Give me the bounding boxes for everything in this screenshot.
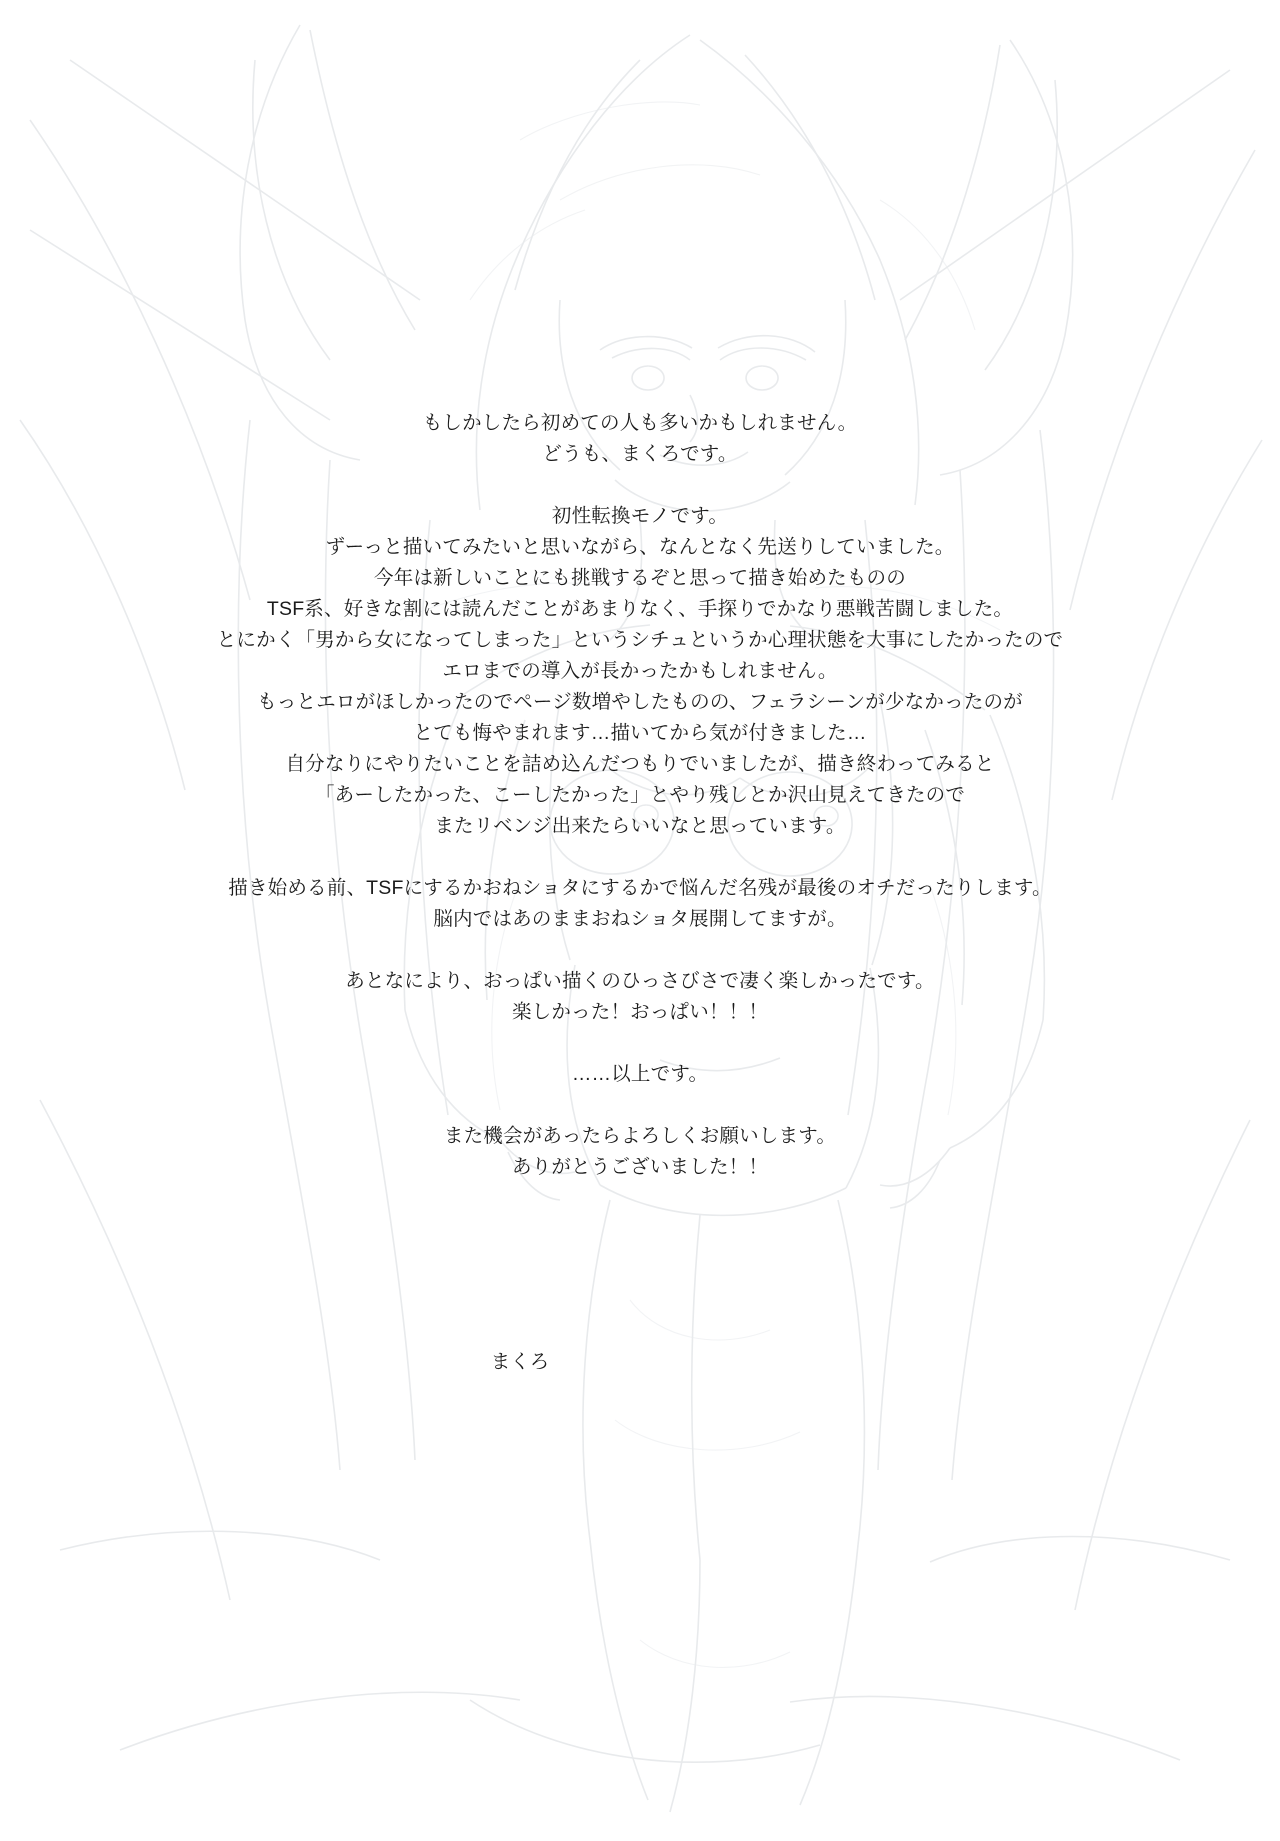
text-line: とても悔やまれます…描いてから気が付きました…: [413, 722, 867, 744]
text-line: 「あーしたかった、こーしたかった」とやり残しとか沢山見えてきたので: [314, 784, 966, 806]
text-line: もっとエロがほしかったのでページ数増やしたものの、フェラシーンが少なかったのが: [257, 691, 1023, 713]
text-line: 楽しかった！おっぱい！！！: [511, 1001, 769, 1023]
paragraph-oneshota-note: [0, 873, 1280, 935]
paragraph-main-body: [0, 501, 1280, 842]
paragraph-greeting: [0, 408, 1280, 470]
text-line: 描き始める前、TSFにするかおねショタにするかで悩んだ名残が最後のオチだったりします。: [228, 877, 1052, 899]
paragraph-closing: [0, 1059, 1280, 1090]
afterword-text: [0, 408, 1280, 1183]
text-line: どうも、まくろです。: [542, 443, 738, 465]
text-line: 自分なりにやりたいことを詰め込んだつもりでいましたが、描き終わってみると: [285, 753, 995, 775]
text-line: 脳内ではあのままおねショタ展開してますが。: [433, 908, 847, 930]
text-line: また機会があったらよろしくお願いします。: [443, 1125, 837, 1147]
text-line: エロまでの導入が長かったかもしれません。: [442, 660, 838, 682]
text-line: あとなにより、おっぱい描くのひっさびさで凄く楽しかったです。: [345, 970, 935, 992]
text-line: もしかしたら初めての人も多いかもしれません。: [422, 412, 858, 434]
author-signature: まくろ: [490, 1351, 550, 1373]
signature-block: [0, 1347, 1280, 1378]
text-line: 今年は新しいことにも挑戦するぞと思って描き始めたものの: [374, 567, 906, 589]
paragraph-oppai-note: [0, 966, 1280, 1028]
paragraph-thanks: [0, 1121, 1280, 1183]
text-line: またリベンジ出来たらいいなと思っています。: [434, 815, 846, 837]
text-line: 初性転換モノです。: [551, 505, 729, 527]
text-line: とにかく「男から女になってしまった」というシチュというか心理状態を大事にしたかったので: [216, 629, 1064, 651]
text-line: ありがとうございました！！: [511, 1156, 769, 1178]
text-line: TSF系、好きな割には読んだことがあまりなく、手探りでかなり悪戦苦闘しました。: [266, 598, 1014, 620]
text-line: ……以上です。: [571, 1063, 709, 1085]
text-line: ずーっと描いてみたいと思いながら、なんとなく先送りしていました。: [325, 536, 955, 558]
